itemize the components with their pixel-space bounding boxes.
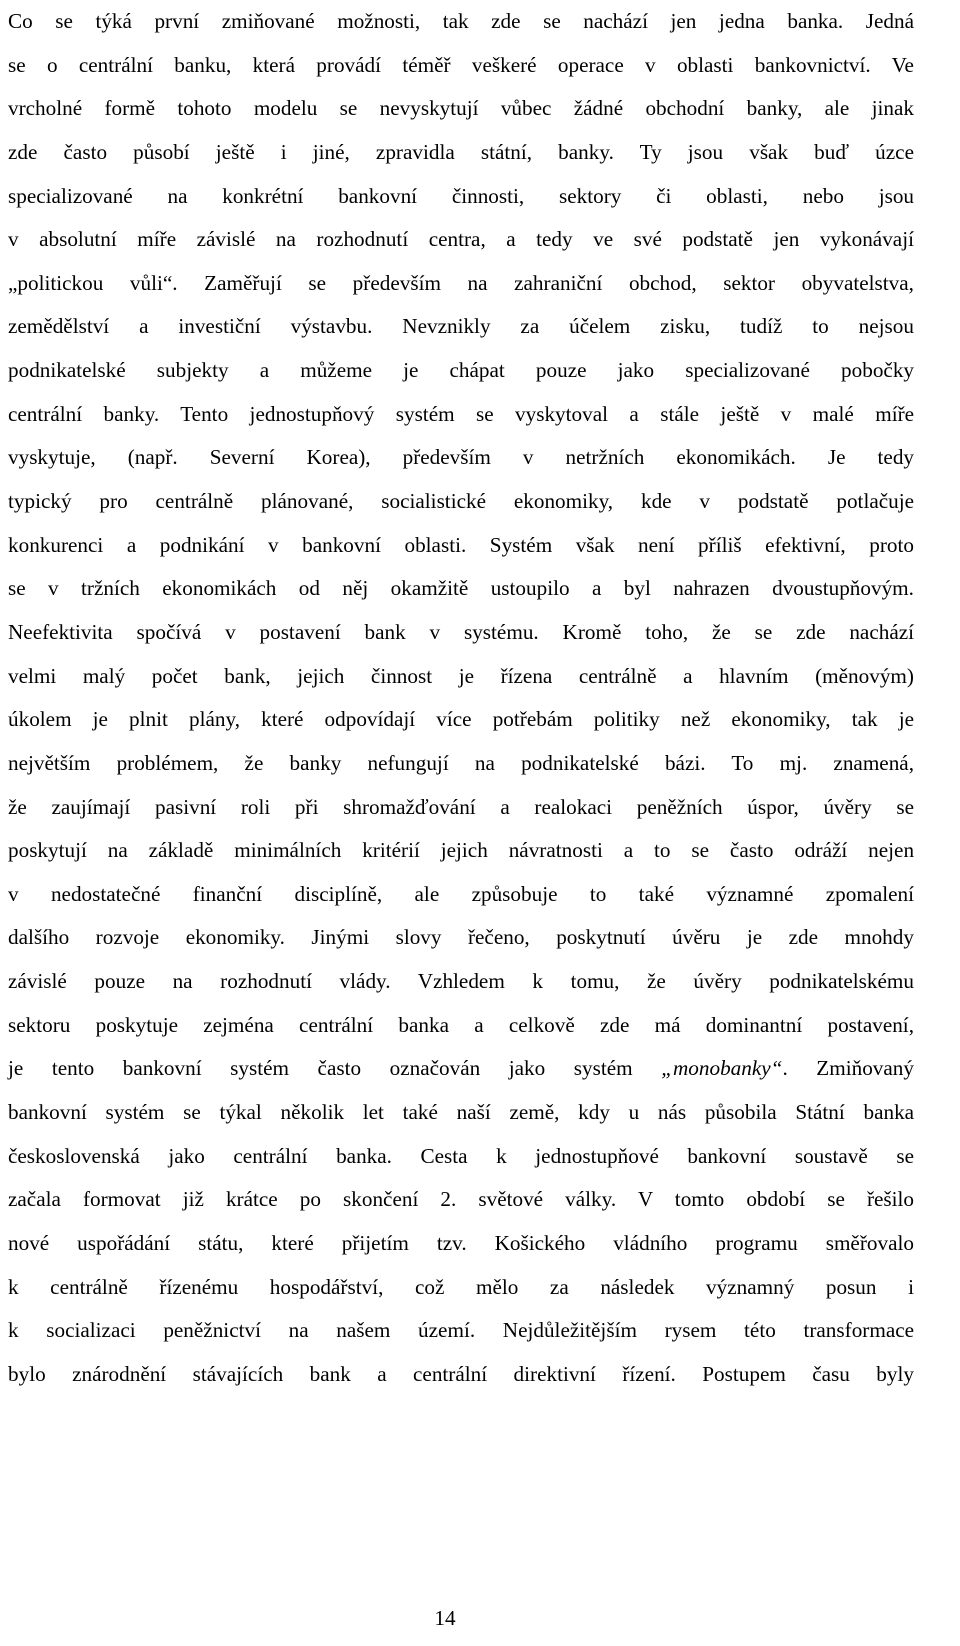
text-line [8, 1047, 914, 1091]
text-line: závislé pouze na rozhodnutí vlády. Vzhledem k tomu, že úvěry podnikatelskému [8, 969, 914, 994]
text-line: začala formovat již krátce po skončení 2. světové války. V tomto období se řešilo [8, 1187, 915, 1212]
italic-term: „monobanky“ [661, 1056, 783, 1081]
text-line: konkurenci a podnikání v bankovní oblasti. Systém však není příliš efektivní, proto [8, 532, 914, 557]
text-line: zemědělství a investiční výstavbu. Nevznikly za účelem zisku, tudíž to nejsou [8, 314, 914, 339]
text-segment: . Zmiňovaný [782, 1056, 914, 1081]
text-line: se o centrální banku, která provádí téměř veškeré operace v oblasti bankovnictví. Ve [8, 52, 914, 77]
text-line: Co se týká první zmiňované možnosti, tak zde se nachází jen jedna banka. Jedná [8, 9, 915, 33]
text-line: typický pro centrálně plánované, socialistické ekonomiky, kde v podstatě potlačuje [8, 489, 915, 514]
page-number: 14 [434, 1606, 456, 1630]
text-line: nové uspořádání státu, které přijetím tzv. Košického vládního programu směřovalo [8, 1230, 914, 1255]
text-line: vrcholné formě tohoto modelu se nevyskytují vůbec žádné obchodní banky, ale jinak [8, 96, 915, 121]
text-line: podnikatelské subjekty a můžeme je chápat pouze jako specializované pobočky [8, 358, 915, 383]
text-line: bylo znárodnění stávajících bank a centrální direktivní řízení. Postupem času byly [8, 1361, 914, 1386]
text-line: vyskytuje, (např. Severní Korea), především v netržních ekonomikách. Je tedy [8, 445, 915, 470]
text-line: poskytují na základě minimálních kritérií jejich návratnosti a to se často odráží nejen [8, 838, 915, 863]
text-line: sektoru poskytuje zejména centrální banka a celkově zde má dominantní postavení, [8, 1012, 914, 1037]
text-segment: je tento bankovní systém často označován jako systém [8, 1056, 662, 1081]
text-line: se v tržních ekonomikách od něj okamžitě ustoupilo a byl nahrazen dvoustupňovým. [8, 576, 914, 601]
text-line: dalšího rozvoje ekonomiky. Jinými slovy řečeno, poskytnutí úvěru je zde mnohdy [8, 925, 914, 950]
text-line: specializované na konkrétní bankovní činnosti, sektory či oblasti, nebo jsou [8, 183, 915, 208]
text-line: „politickou vůli“. Zaměřují se především na zahraniční obchod, sektor obyvatelstva, [8, 270, 914, 295]
text-line: k centrálně řízenému hospodářství, což mělo za následek významný posun i [8, 1274, 914, 1299]
text-line: v absolutní míře závislé na rozhodnutí centra, a tedy ve své podstatě jen vykonávají [8, 227, 914, 252]
text-line: úkolem je plnit plány, které odpovídají více potřebám politiky než ekonomiky, tak je [8, 707, 914, 732]
body-paragraph [8, 0, 914, 1397]
text-line: Neefektivita spočívá v postavení bank v systému. Kromě toho, že se zde nachází [8, 619, 915, 644]
text-line: velmi malý počet bank, jejich činnost je řízena centrálně a hlavním (měnovým) [8, 663, 914, 688]
text-line: bankovní systém se týkal několik let také naší země, kdy u nás působila Státní banka [8, 1100, 915, 1125]
text-line: československá jako centrální banka. Cesta k jednostupňové bankovní soustavě se [8, 1143, 915, 1168]
text-line: centrální banky. Tento jednostupňový systém se vyskytoval a stále ještě v malé míře [8, 401, 915, 426]
text-line: k socializaci peněžnictví na našem území. Nejdůležitějším rysem této transformace [8, 1318, 915, 1343]
text-line: největším problémem, že banky nefungují na podnikatelské bázi. To mj. znamená, [8, 750, 915, 775]
text-line: že zaujímají pasivní roli při shromažďování a realokaci peněžních úspor, úvěry se [8, 794, 915, 819]
text-line: zde často působí ještě i jiné, zpravidla státní, banky. Ty jsou však buď úzce [8, 139, 914, 164]
text-line: v nedostatečné finanční disciplíně, ale způsobuje to také významné zpomalení [8, 881, 915, 906]
